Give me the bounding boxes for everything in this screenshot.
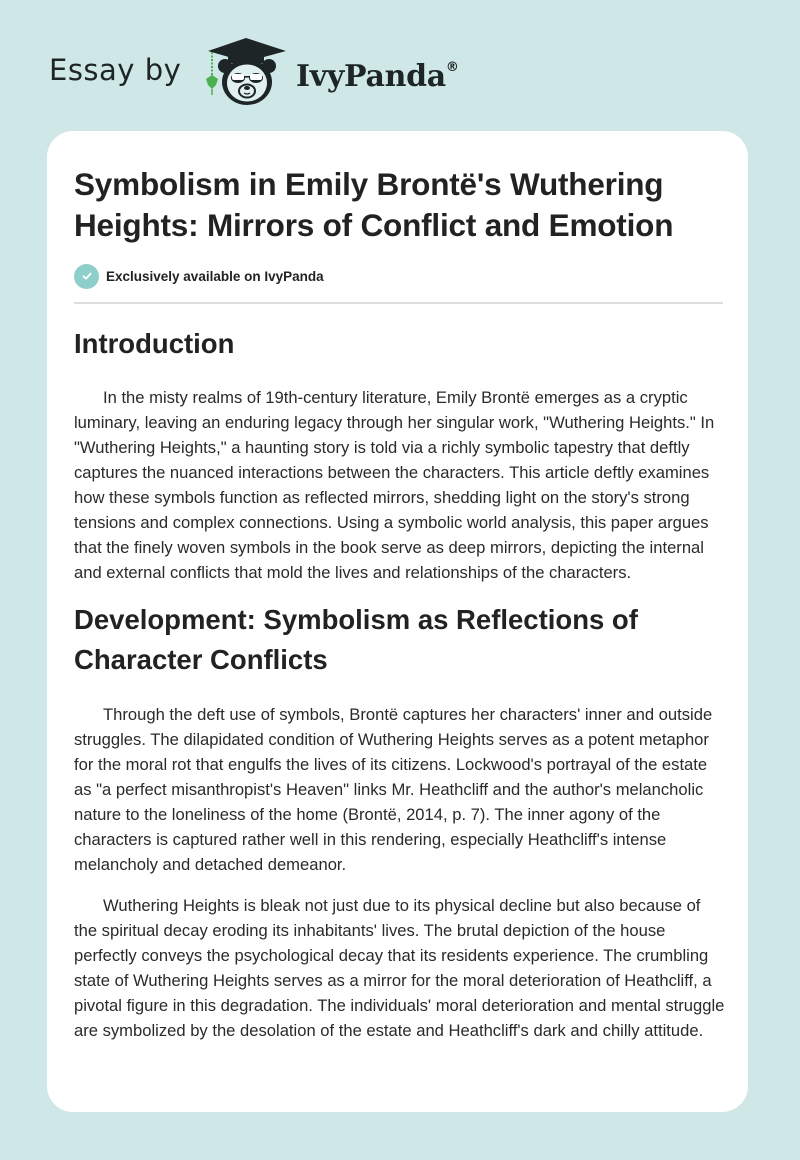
- essay-card: [47, 131, 748, 1112]
- essay-by-label: Essay by: [49, 53, 182, 87]
- section-heading-introduction: Introduction: [74, 328, 235, 359]
- title-divider: [74, 302, 723, 304]
- site-header: [0, 0, 800, 130]
- brand-name[interactable]: [296, 52, 459, 97]
- panda-graduation-cap-icon[interactable]: [200, 35, 292, 107]
- paragraph-development-2: Wuthering Heights is bleak not just due to its physical decline but also because of the spiritual decay eroding its inhabitants' lives. The brutal depiction of the house perfectly conveys the psychological decay that its residents experience. The crumbling state of Wuthering Heights serves as a mirror for the moral deterioration of Heathcliff, a pivotal figure in this degradation. The individuals' moral deterioration and mental struggle are symbolized by the desolation of the estate and Heathcliff's dark and chilly attitude.: [74, 896, 725, 1040]
- brand-name-text: IvyPanda: [296, 59, 446, 94]
- check-circle-icon: [74, 264, 99, 289]
- exclusive-text: Exclusively available on IvyPanda: [106, 268, 324, 284]
- section-heading-development: Development: Symbolism as Reflections of Character Conflicts: [74, 604, 638, 675]
- paragraph-introduction-1: In the misty realms of 19th-century literature, Emily Brontë emerges as a cryptic luminary, leaving an enduring legacy through her singular work, "Wuthering Heights." In "Wuthering Heights," a haunting story is told via a richly symbolic tapestry that deftly captures the nuanced interactions between the characters. This article deftly examines how these symbols function as reflected mirrors, shedding light on the story's strong tensions and complex connections. Using a symbolic world analysis, this paper argues that the finely woven symbols in the book serve as deep mirrors, depicting the internal and external conflicts that mold the lives and relationships of the characters.: [74, 388, 715, 582]
- paragraph-development-1: Through the deft use of symbols, Brontë captures her characters' inner and outside struggles. The dilapidated condition of Wuthering Heights serves as a potent metaphor for the moral rot that engulfs the lives of its citizens. Lockwood's portrayal of the estate as "a perfect misanthropist's Heaven" links Mr. Heathcliff and the author's melancholic nature to the loneliness of the home (Brontë, 2014, p. 7). The inner agony of the characters is captured rather well in this rendering, especially Heathcliff's intense melancholy and detached demeanor.: [74, 705, 713, 874]
- page-title: Symbolism in Emily Brontë's Wuthering Heights: Mirrors of Conflict and Emotion: [74, 166, 674, 243]
- registered-mark: ®: [445, 60, 459, 75]
- exclusive-badge: [74, 263, 324, 289]
